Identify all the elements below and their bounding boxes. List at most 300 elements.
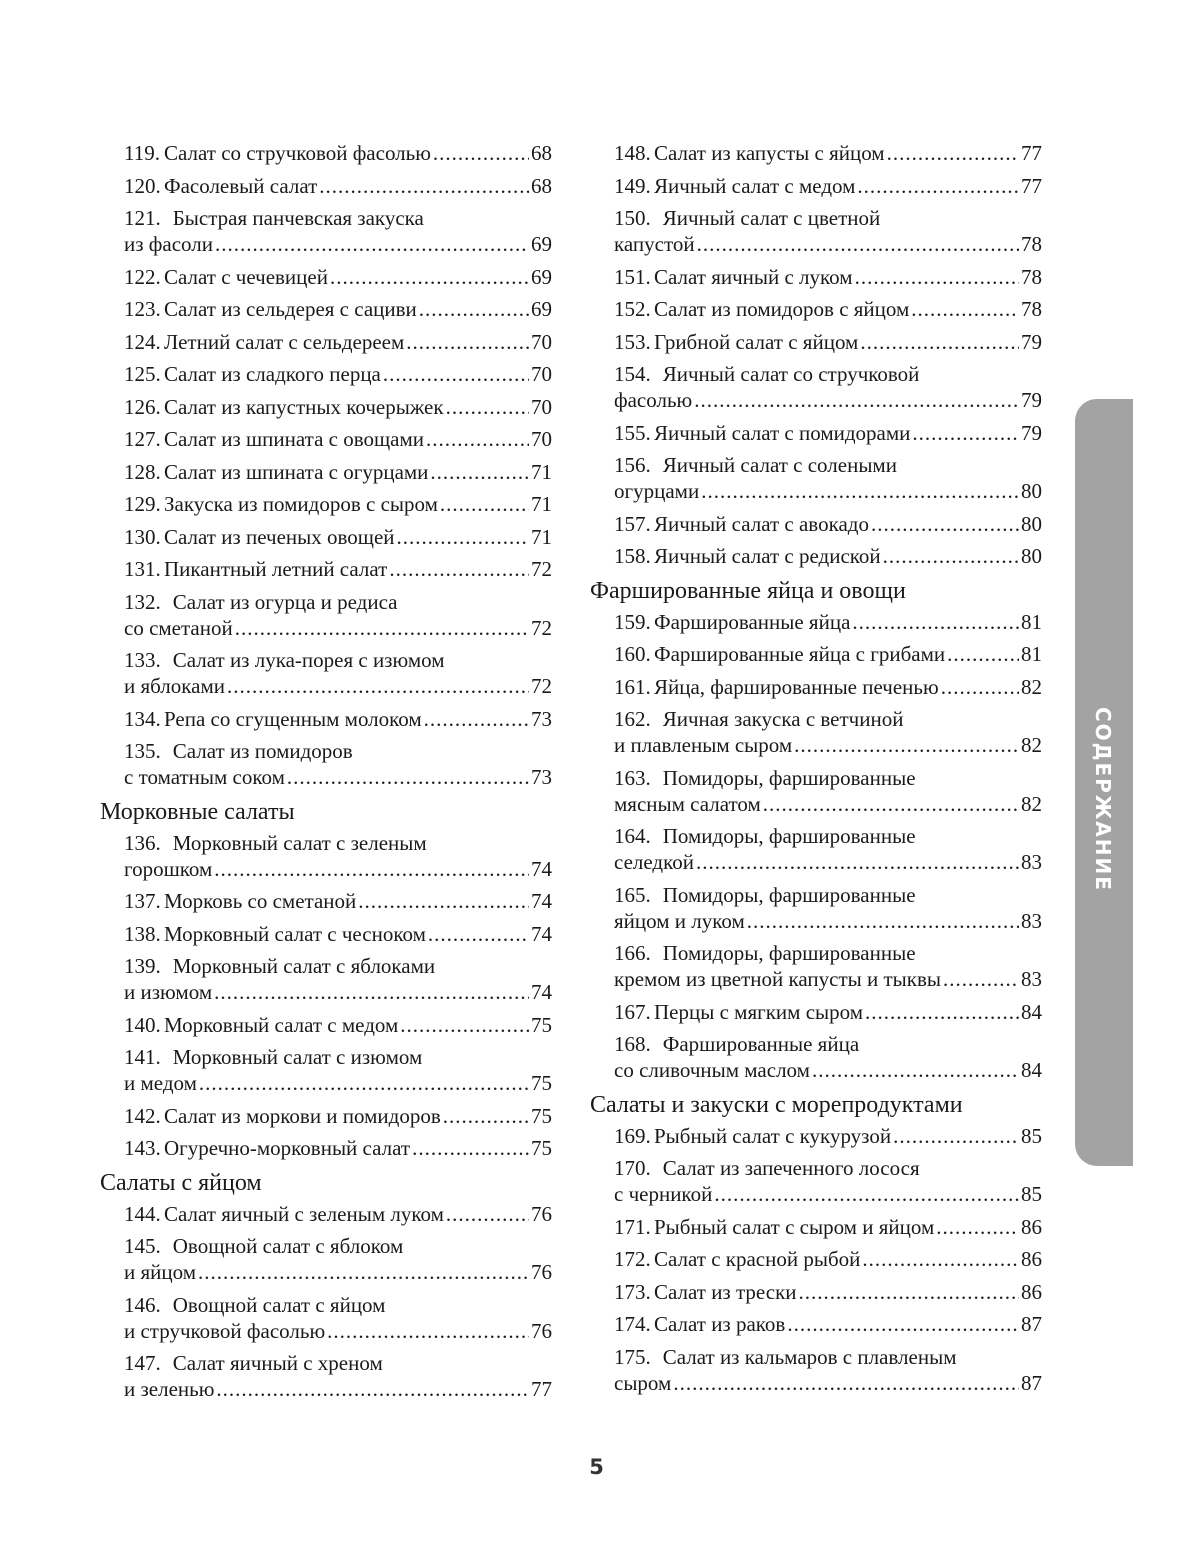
dot-leader	[443, 1103, 529, 1129]
toc-entry	[124, 888, 552, 914]
dot-leader	[862, 1246, 1019, 1272]
entry-number: 169.	[614, 1123, 651, 1148]
entry-number: 126.	[124, 394, 161, 419]
entry-page: 72	[531, 674, 552, 698]
entry-page: 74	[531, 856, 552, 881]
toc-entry-first-line	[614, 882, 1042, 908]
toc-entry	[124, 459, 552, 485]
entry-page: 79	[1021, 420, 1042, 445]
entry-title: Фасолевый салат	[164, 173, 318, 198]
entry-page: 78	[1021, 264, 1042, 289]
entry-number: 136.	[124, 830, 161, 855]
toc-entry-last-line	[614, 1370, 1042, 1396]
toc-entry	[124, 953, 552, 1005]
toc-entry	[124, 706, 552, 732]
entry-page: 86	[1021, 1247, 1042, 1271]
entry-page: 78	[1021, 232, 1042, 256]
entry-number: 132.	[124, 589, 161, 614]
entry-number: 170.	[614, 1156, 651, 1180]
entry-page: 82	[1021, 791, 1042, 816]
dot-leader	[763, 791, 1019, 817]
entry-page: 71	[531, 524, 552, 549]
entry-title: Яйца, фаршированные печенью	[654, 674, 939, 699]
toc-entry	[124, 1292, 552, 1344]
entry-number: 173.	[614, 1279, 651, 1304]
toc-entry	[614, 361, 1042, 413]
entry-title: Помидоры, фаршированные	[662, 941, 916, 965]
entry-number: 162.	[614, 707, 651, 731]
entry-page: 83	[1021, 967, 1042, 991]
toc-entry-last-line	[614, 791, 1042, 817]
toc-entry	[124, 1103, 552, 1129]
toc-entry	[614, 641, 1042, 667]
dot-leader	[701, 478, 1019, 504]
entry-page: 83	[1021, 850, 1042, 874]
entry-title-continued: и плавленым сыром	[614, 733, 793, 757]
entry-page: 70	[531, 329, 552, 354]
toc-entry-first-line	[124, 1044, 552, 1070]
toc-entry-first-line	[614, 940, 1042, 966]
entry-number: 144.	[124, 1201, 161, 1226]
entry-number: 127.	[124, 427, 161, 451]
entry-title: Фаршированные яйца	[654, 609, 851, 634]
dot-leader	[287, 764, 529, 790]
entry-title: Морковь со сметаной	[164, 889, 357, 913]
toc-entry	[614, 420, 1042, 446]
entry-title: Грибной салат с яйцом	[654, 329, 859, 354]
entry-title-continued: со сливочным маслом	[614, 1058, 810, 1082]
dot-leader	[383, 361, 529, 387]
toc-column-left	[100, 140, 552, 1409]
toc-entry	[614, 205, 1042, 257]
dot-leader	[893, 1123, 1019, 1149]
dot-leader	[855, 264, 1019, 290]
toc-entry	[124, 264, 552, 290]
toc-column-right	[590, 140, 1042, 1402]
entry-page: 74	[531, 921, 552, 946]
section-heading: Салаты с яйцом	[100, 1169, 262, 1196]
toc-entry-first-line	[614, 205, 1042, 231]
toc-entry	[124, 140, 552, 166]
dot-leader	[358, 888, 529, 914]
entry-page: 69	[531, 264, 552, 289]
dot-leader	[787, 1311, 1019, 1337]
entry-title-continued: со сметаной	[124, 615, 233, 640]
entry-number: 137.	[124, 889, 161, 913]
toc-entry-first-line	[614, 1344, 1042, 1370]
toc-entry	[614, 674, 1042, 700]
dot-leader	[943, 966, 1019, 992]
entry-title: Яичный салат с медом	[654, 173, 856, 198]
entry-number: 122.	[124, 264, 161, 289]
section-heading: Салаты и закуски с морепродуктами	[590, 1091, 963, 1118]
entry-title: Салат из огурца и редиса	[172, 589, 398, 614]
toc-entry	[124, 830, 552, 882]
dot-leader	[214, 979, 529, 1005]
toc-entry-last-line	[124, 231, 552, 257]
entry-title: Салат из сельдерея с сациви	[164, 297, 417, 321]
section-heading: Фаршированные яйца и овощи	[590, 577, 906, 604]
dot-leader	[941, 674, 1019, 700]
dot-leader	[446, 1201, 529, 1227]
dot-leader	[319, 173, 529, 199]
entry-title: Помидоры, фаршированные	[662, 765, 916, 790]
entry-page: 69	[531, 232, 552, 256]
dot-leader	[871, 511, 1019, 537]
entry-title: Перцы с мягким сыром	[654, 999, 864, 1024]
entry-page: 79	[1021, 388, 1042, 412]
entry-title: Рыбный салат с сыром и яйцом	[654, 1214, 935, 1239]
dot-leader	[330, 264, 529, 290]
dot-leader	[419, 296, 529, 322]
entry-page: 74	[531, 889, 552, 913]
dot-leader	[747, 908, 1019, 934]
dot-leader	[433, 140, 529, 166]
toc-entry-last-line	[614, 849, 1042, 875]
entry-title: Салат из помидоров	[172, 739, 353, 763]
dot-leader	[227, 673, 529, 699]
entry-page: 74	[531, 980, 552, 1004]
entry-title: Салат из запеченного лосося	[662, 1156, 920, 1180]
entry-title: Яичный салат с солеными	[662, 453, 897, 477]
entry-number: 171.	[614, 1214, 651, 1239]
toc-entry	[124, 556, 552, 582]
entry-title: Пикантный летний салат	[164, 557, 388, 581]
entry-title: Салат из печеных овощей	[164, 524, 395, 549]
entry-number: 139.	[124, 954, 161, 978]
entry-page: 84	[1021, 1058, 1042, 1082]
entry-title: Салат с чечевицей	[164, 264, 328, 289]
entry-title-continued: селедкой	[614, 850, 694, 874]
toc-entry	[124, 738, 552, 790]
toc-entry-last-line	[614, 1057, 1042, 1083]
toc-entry-first-line	[614, 706, 1042, 732]
entry-number: 159.	[614, 609, 651, 634]
toc-entry-last-line	[614, 478, 1042, 504]
entry-page: 75	[531, 1136, 552, 1160]
dot-leader	[799, 1279, 1019, 1305]
dot-leader	[883, 543, 1019, 569]
entry-title: Рыбный салат с кукурузой	[654, 1123, 892, 1148]
toc-entry-first-line	[614, 1155, 1042, 1181]
toc-entry	[614, 823, 1042, 875]
toc-entry	[124, 394, 552, 420]
entry-number: 125.	[124, 362, 161, 386]
entry-page: 87	[1021, 1312, 1042, 1336]
entry-number: 154.	[614, 362, 651, 386]
entry-number: 160.	[614, 642, 651, 666]
dot-leader	[794, 732, 1019, 758]
toc-entry	[614, 1311, 1042, 1337]
dot-leader	[936, 1214, 1019, 1240]
entry-page: 86	[1021, 1214, 1042, 1239]
entry-number: 152.	[614, 297, 651, 321]
entry-number: 129.	[124, 492, 161, 516]
toc-entry	[614, 706, 1042, 758]
entry-page: 83	[1021, 908, 1042, 933]
entry-page: 73	[531, 706, 552, 731]
entry-title-continued: капустой	[614, 232, 695, 256]
entry-number: 128.	[124, 459, 161, 484]
toc-entry	[124, 921, 552, 947]
dot-leader	[697, 231, 1019, 257]
entry-title: Салат со стручковой фасолью	[164, 141, 431, 165]
entry-title: Салат из помидоров с яйцом	[654, 297, 910, 321]
toc-entry-last-line	[614, 387, 1042, 413]
entry-title: Морковный салат с изюмом	[172, 1045, 423, 1069]
toc-entry	[614, 1344, 1042, 1396]
entry-title: Морковный салат с медом	[164, 1012, 399, 1037]
toc-entry	[614, 1246, 1042, 1272]
dot-leader	[887, 140, 1019, 166]
entry-number: 143.	[124, 1136, 161, 1160]
entry-page: 71	[531, 492, 552, 516]
entry-number: 119.	[124, 141, 160, 165]
entry-number: 168.	[614, 1032, 651, 1056]
entry-title: Яичный салат с редиской	[654, 544, 881, 568]
toc-entry-first-line	[124, 953, 552, 979]
entry-title: Огуречно-морковный салат	[164, 1136, 411, 1160]
entry-number: 141.	[124, 1045, 161, 1069]
entry-number: 165.	[614, 882, 651, 907]
dot-leader	[911, 296, 1019, 322]
toc-entry	[614, 940, 1042, 992]
entry-page: 75	[531, 1103, 552, 1128]
entry-page: 72	[531, 557, 552, 581]
entry-number: 155.	[614, 420, 651, 445]
toc-entry-first-line	[124, 647, 552, 673]
entry-page: 76	[531, 1260, 552, 1284]
entry-page: 82	[1021, 733, 1042, 757]
toc-entry	[124, 361, 552, 387]
entry-number: 148.	[614, 141, 651, 165]
toc-entry-last-line	[124, 1318, 552, 1344]
toc-entry-first-line	[124, 205, 552, 231]
entry-page: 80	[1021, 511, 1042, 536]
toc-entry	[614, 140, 1042, 166]
dot-leader	[389, 556, 529, 582]
dot-leader	[865, 999, 1019, 1025]
entry-title: Морковный салат с зеленым	[172, 830, 427, 855]
entry-title: Салат из трески	[654, 1279, 797, 1304]
entry-title: Салат из шпината с овощами	[164, 427, 425, 451]
toc-entry	[614, 173, 1042, 199]
entry-page: 75	[531, 1071, 552, 1095]
entry-page: 77	[1021, 173, 1042, 198]
toc-entry	[124, 1350, 552, 1402]
entry-title-continued: и яйцом	[124, 1260, 197, 1284]
entry-title: Летний салат с сельдереем	[164, 329, 405, 354]
toc-entry-last-line	[614, 231, 1042, 257]
toc-entry-first-line	[124, 830, 552, 856]
entry-page: 82	[1021, 674, 1042, 699]
toc-entry-first-line	[614, 1031, 1042, 1057]
toc-entry-last-line	[124, 979, 552, 1005]
toc-entry	[614, 296, 1042, 322]
toc-entry-last-line	[124, 615, 552, 641]
toc-entry-first-line	[124, 1350, 552, 1376]
toc-entry	[124, 173, 552, 199]
toc-entry	[124, 1044, 552, 1096]
entry-number: 150.	[614, 206, 651, 230]
entry-title: Яичная закуска с ветчиной	[662, 707, 904, 731]
entry-title: Морковный салат с чесноком	[164, 921, 426, 946]
entry-number: 138.	[124, 921, 161, 946]
dot-leader	[412, 1135, 529, 1161]
entry-title: Яичный салат с помидорами	[654, 420, 911, 445]
entry-title-continued: и яблоками	[124, 674, 226, 698]
toc-entry-first-line	[124, 589, 552, 615]
entry-title: Салат из капусты с яйцом	[654, 141, 885, 165]
toc-entry-first-line	[614, 361, 1042, 387]
entry-number: 156.	[614, 453, 651, 477]
toc-entry-last-line	[614, 732, 1042, 758]
toc-entry	[614, 1214, 1042, 1240]
entry-title-continued: фасолью	[614, 388, 693, 412]
entry-page: 84	[1021, 999, 1042, 1024]
toc-entry	[124, 1201, 552, 1227]
toc-entry-last-line	[124, 673, 552, 699]
toc-entry	[614, 609, 1042, 635]
dot-leader	[696, 849, 1019, 875]
dot-leader	[860, 329, 1019, 355]
entry-page: 85	[1021, 1182, 1042, 1206]
entry-title: Салат из кальмаров с плавленым	[662, 1344, 957, 1369]
entry-title-continued: мясным салатом	[614, 791, 761, 816]
toc-entry	[124, 329, 552, 355]
entry-number: 157.	[614, 511, 651, 536]
entry-title: Салат из шпината с огурцами	[164, 459, 429, 484]
entry-title: Помидоры, фаршированные	[662, 824, 916, 848]
toc-entry	[614, 264, 1042, 290]
toc-entry	[614, 765, 1042, 817]
entry-title: Салат из моркови и помидоров	[164, 1103, 441, 1128]
entry-title: Овощной салат с яблоком	[172, 1234, 404, 1258]
entry-title-continued: с черникой	[614, 1182, 713, 1206]
dot-leader	[440, 491, 529, 517]
toc-entry	[124, 491, 552, 517]
toc-entry	[124, 205, 552, 257]
toc-entry-last-line	[124, 856, 552, 882]
entry-page: 72	[531, 615, 552, 640]
dot-leader	[912, 420, 1019, 446]
dot-leader	[424, 706, 529, 732]
entry-title-continued: из фасоли	[124, 232, 213, 256]
entry-title-continued: и стручковой фасолью	[124, 1318, 326, 1343]
toc-entry-first-line	[124, 1292, 552, 1318]
toc-entry-last-line	[124, 1376, 552, 1402]
entry-page: 78	[1021, 297, 1042, 321]
toc-entry-last-line	[614, 908, 1042, 934]
dot-leader	[235, 615, 529, 641]
entry-title: Салат яичный с хреном	[172, 1351, 383, 1375]
dot-leader	[216, 1376, 529, 1402]
page-number: 5	[589, 1455, 604, 1479]
entry-title-continued: горошком	[124, 856, 213, 881]
entry-page: 80	[1021, 544, 1042, 568]
entry-title-continued: и изюмом	[124, 980, 213, 1004]
entry-title-continued: и медом	[124, 1071, 197, 1095]
entry-number: 164.	[614, 824, 651, 848]
entry-page: 77	[531, 1377, 552, 1401]
entry-number: 153.	[614, 329, 651, 354]
dot-leader	[400, 1012, 529, 1038]
dot-leader	[714, 1181, 1019, 1207]
toc-entry	[124, 647, 552, 699]
toc-entry	[124, 524, 552, 550]
toc-entry	[614, 452, 1042, 504]
entry-title: Салат из капустных кочерыжек	[164, 394, 444, 419]
entry-title: Морковный салат с яблоками	[172, 954, 436, 978]
entry-page: 68	[531, 141, 552, 165]
entry-page: 68	[531, 173, 552, 198]
entry-title: Салат из раков	[654, 1312, 786, 1336]
toc-entry-last-line	[614, 966, 1042, 992]
toc-entry	[614, 1031, 1042, 1083]
entry-title: Салат с красной рыбой	[654, 1247, 861, 1271]
toc-entry	[614, 329, 1042, 355]
entry-number: 145.	[124, 1234, 161, 1258]
entry-title: Закуска из помидоров с сыром	[164, 492, 438, 516]
toc-entry	[614, 1155, 1042, 1207]
side-tab-label: СОДЕРЖАНИЕ	[1091, 707, 1115, 892]
entry-number: 123.	[124, 297, 161, 321]
entry-page: 76	[531, 1318, 552, 1343]
dot-leader	[673, 1370, 1019, 1396]
entry-number: 174.	[614, 1312, 651, 1336]
toc-entry	[124, 1012, 552, 1038]
dot-leader	[214, 856, 529, 882]
entry-title-continued: огурцами	[614, 479, 700, 503]
entry-number: 135.	[124, 739, 161, 763]
entry-page: 81	[1021, 609, 1042, 634]
entry-number: 131.	[124, 557, 161, 581]
entry-number: 166.	[614, 941, 651, 965]
entry-page: 79	[1021, 329, 1042, 354]
entry-page: 70	[531, 427, 552, 451]
entry-number: 121.	[124, 206, 161, 230]
entry-number: 130.	[124, 524, 161, 549]
toc-entry-last-line	[124, 1070, 552, 1096]
entry-title: Быстрая панчевская закуска	[172, 206, 424, 230]
dot-leader	[426, 426, 529, 452]
entry-title: Яичный салат со стручковой	[662, 362, 920, 386]
entry-number: 134.	[124, 706, 161, 731]
entry-number: 142.	[124, 1103, 161, 1128]
toc-entry-first-line	[614, 823, 1042, 849]
entry-number: 140.	[124, 1012, 161, 1037]
toc-entry	[614, 1279, 1042, 1305]
entry-title: Помидоры, фаршированные	[662, 882, 916, 907]
dot-leader	[947, 641, 1019, 667]
entry-title: Яичный салат с авокадо	[654, 511, 869, 536]
entry-page: 69	[531, 297, 552, 321]
dot-leader	[857, 173, 1019, 199]
dot-leader	[430, 459, 529, 485]
toc-entry	[124, 426, 552, 452]
toc-entry-last-line	[124, 1259, 552, 1285]
toc-entry-first-line	[614, 452, 1042, 478]
entry-page: 70	[531, 362, 552, 386]
toc-entry	[124, 589, 552, 641]
entry-number: 149.	[614, 173, 651, 198]
entry-title: Репа со сгущенным молоком	[164, 706, 422, 731]
entry-title: Овощной салат с яйцом	[172, 1292, 386, 1317]
entry-title: Салат яичный с луком	[654, 264, 853, 289]
entry-page: 76	[531, 1201, 552, 1226]
entry-number: 163.	[614, 765, 651, 790]
entry-number: 161.	[614, 674, 651, 699]
